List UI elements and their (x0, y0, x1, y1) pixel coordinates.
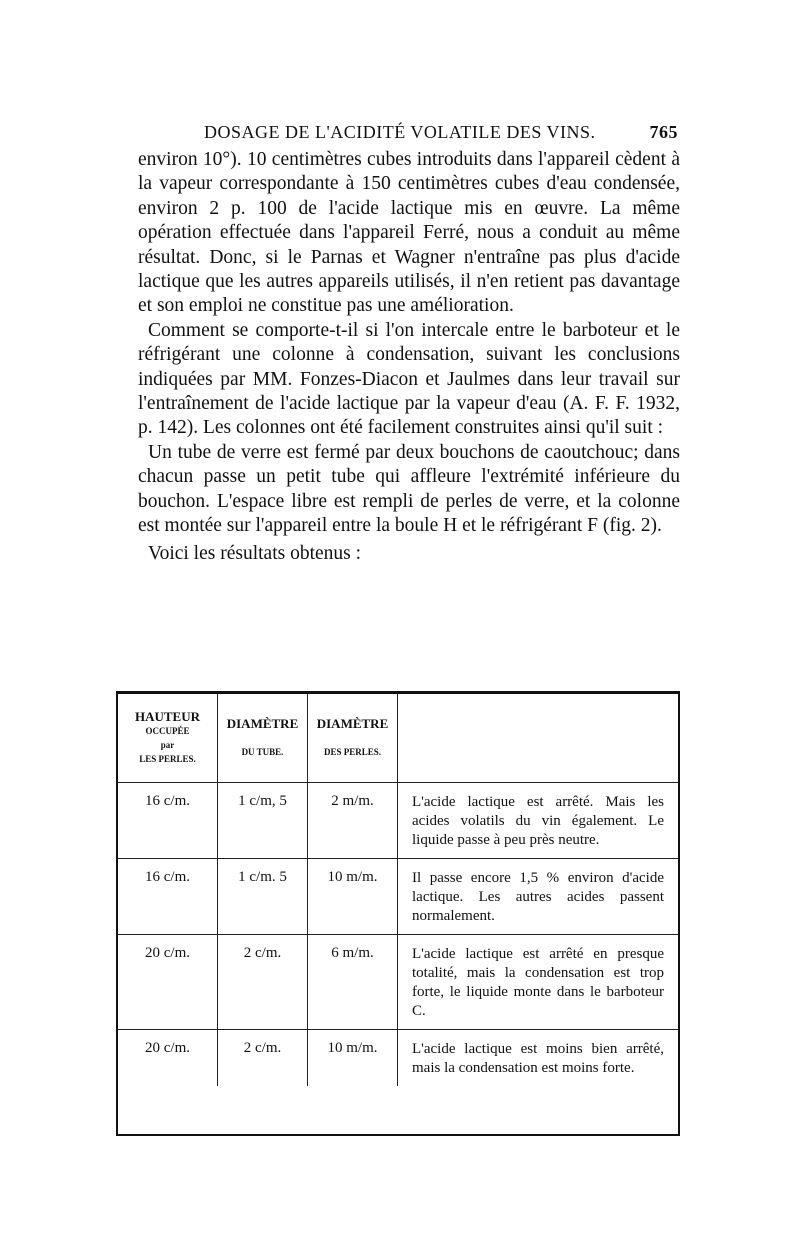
cell-observation: Il passe encore 1,5 % environ d'acide lactique. Les autres acides passent normalement. (398, 859, 679, 935)
paragraph-3: Un tube de verre est fermé par deux bouchons de caoutchouc; dans chacun passe un petit tube qui affleure l'extrémité inférieure du bouchon. L'espace libre est rempli de perles de verre, et la colonne est montée sur l'appareil entre la boule H et le réfrigérant F (fig. 2). (138, 441, 680, 537)
header-hauteur-line: HAUTEUR (134, 709, 200, 724)
header-diametre-perles-line: DIAMÈTRE (316, 716, 389, 731)
cell-hauteur: 20 c/m. (118, 935, 218, 1030)
cell-hauteur: 20 c/m. (118, 1030, 218, 1087)
results-table-frame (116, 691, 680, 1136)
header-diametre-perles (308, 694, 398, 783)
cell-observation: L'acide lactique est moins bien arrêté, mais la condensation est moins forte. (398, 1030, 679, 1087)
cell-diametre-tube: 1 c/m. 5 (218, 859, 308, 935)
paragraph-2: Comment se comporte-t-il si l'on intercale entre le barboteur et le réfrigérant une colonne à condensation, suivant les conclusions indiquées par MM. Fonzes-Diacon et Jaulmes dans leur travail sur l'entraînement de l'acide lactique par la vapeur d'eau (A. F. F. 1932, p. 142). Les colonnes ont été facilement construites ainsi qu'il suit : (138, 319, 680, 439)
results-table (118, 694, 678, 1086)
cell-diametre-perles: 10 m/m. (308, 1030, 398, 1087)
cell-diametre-perles: 2 m/m. (308, 783, 398, 859)
header-diametre-tube (218, 694, 308, 783)
table-header-row (118, 694, 678, 783)
cell-diametre-tube: 1 c/m, 5 (218, 783, 308, 859)
table-row (118, 783, 678, 859)
cell-diametre-tube: 2 c/m. (218, 935, 308, 1030)
cell-diametre-tube: 2 c/m. (218, 1030, 308, 1087)
header-hauteur-line: LES PERLES. (139, 754, 196, 764)
header-diametre-tube-line: DU TUBE. (241, 747, 284, 757)
running-header (148, 118, 678, 148)
header-diametre-perles-line: DES PERLES. (323, 747, 382, 757)
cell-observation: L'acide lactique est arrêté. Mais les acides volatils du vin également. Le liquide passe à peu près neutre. (398, 783, 679, 859)
header-hauteur (118, 694, 218, 783)
running-title: DOSAGE DE L'ACIDITÉ VOLATILE DES VINS. (204, 122, 596, 142)
body-text (138, 148, 680, 566)
table-row (118, 935, 678, 1030)
paragraph-4: Voici les résultats obtenus : (148, 542, 362, 564)
table-row (118, 859, 678, 935)
cell-hauteur: 16 c/m. (118, 859, 218, 935)
cell-observation: L'acide lactique est arrêté en presque totalité, mais la condensation est trop forte, le liquide monte dans le barboteur C. (398, 935, 679, 1030)
header-diametre-tube-line: DIAMÈTRE (226, 716, 299, 731)
header-hauteur-line: par (160, 740, 175, 750)
header-observations (398, 694, 679, 783)
page-number: 765 (649, 122, 678, 142)
cell-hauteur: 16 c/m. (118, 783, 218, 859)
header-hauteur-line: OCCUPÉE (145, 726, 190, 736)
paragraph-1: environ 10°). 10 centimètres cubes introduits dans l'appareil cèdent à la vapeur correspondante à 150 centimètres cubes d'eau condensée, environ 2 p. 100 de l'acide lactique mis en œuvre. La même opération effectuée dans l'appareil Ferré, nous a conduit au même résultat. Donc, si le Parnas et Wagner n'entraîne pas plus d'acide lactique que les autres appareils utilisés, il n'en retient pas davantage et son emploi ne constitue pas une amélioration. (138, 149, 680, 317)
cell-diametre-perles: 10 m/m. (308, 859, 398, 935)
cell-diametre-perles: 6 m/m. (308, 935, 398, 1030)
table-row (118, 1030, 678, 1087)
